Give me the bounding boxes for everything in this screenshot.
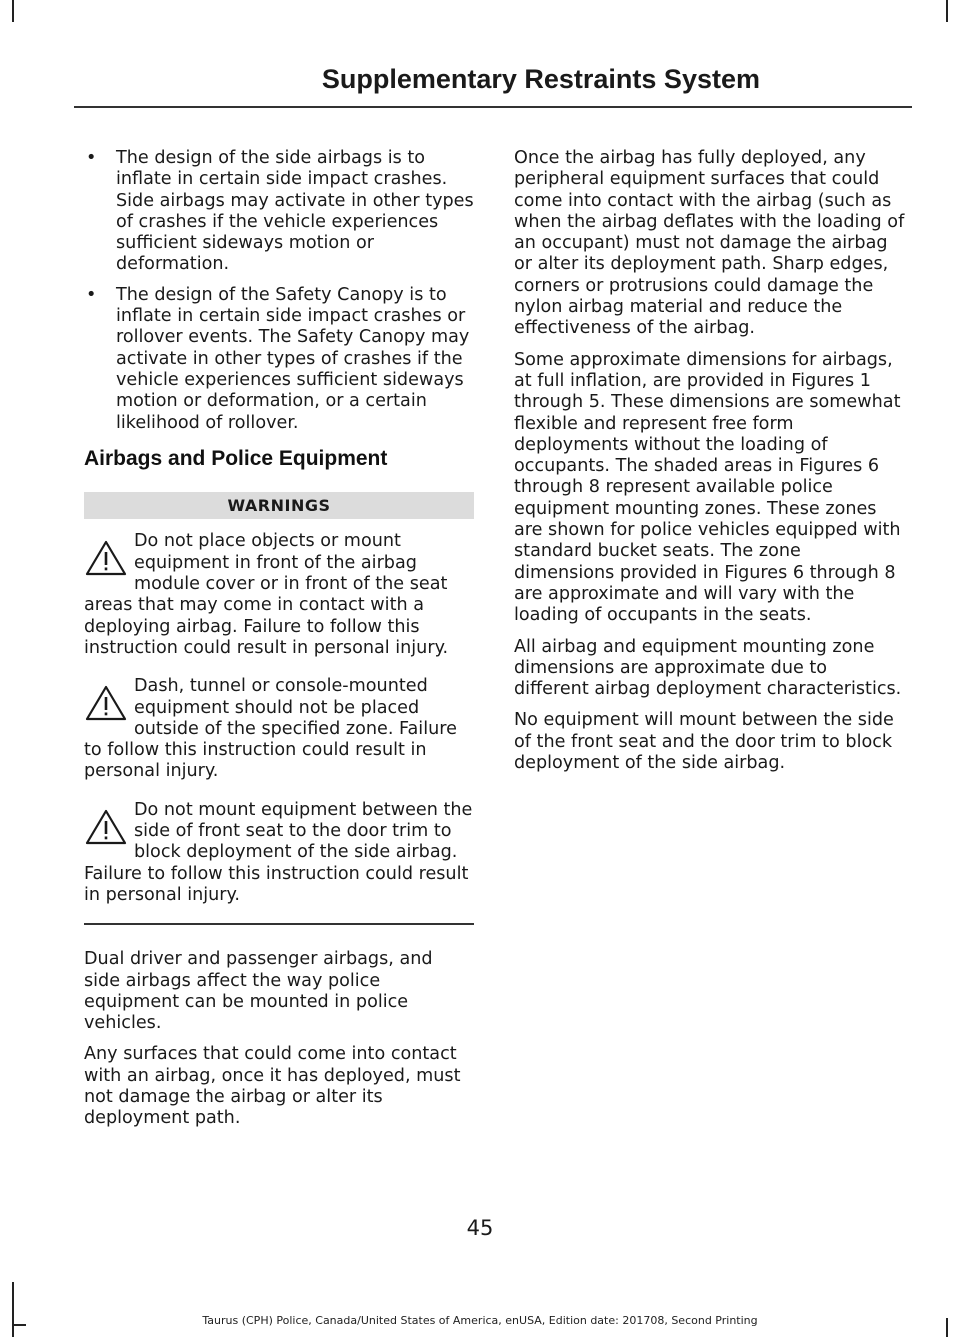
crop-mark-top-left (12, 0, 14, 22)
page-number: 45 (466, 1216, 494, 1240)
section-heading: Airbags and Police Equipment (84, 446, 388, 470)
page-title: Supplementary Restraints System (321, 64, 760, 94)
warning-item (84, 676, 474, 782)
warning-text: Dash, tunnel or console-mounted equipment should not be placed outside of the specified zone. Failure to follow this instruction could result in personal injury. (84, 676, 457, 782)
warning-text: Do not mount equipment between the side of front seat to the door trim to block deployment of the side airbag. Failure to follow this instruction could result in personal injury. (84, 799, 473, 905)
warning-triangle-icon (84, 684, 128, 722)
warning-item (84, 800, 474, 906)
left-column (84, 148, 474, 1140)
header-rule (74, 106, 912, 108)
warning-text: Do not place objects or mount equipment in front of the airbag module cover or in front of the seat areas that may come in contact with a deploying airbag. Failure to follow this instruction could result in personal injury. (84, 531, 449, 658)
crop-mark-top-right (946, 0, 948, 22)
paragraph: Some approximate dimensions for airbags, at full inflation, are provided in Figures 1 through 5. These dimensions are somewhat flexible and represent free form deployments without the loading of occupants. The shaded areas in Figures 6 through 8 represent available police equipment mounting zones. These zones are shown for police vehicles equipped with standard bucket seats. The zone dimensions provided in Figures 6 through 8 are approximate and will vary with the loading of occupants in the seats. (514, 349, 901, 626)
bullet-text: The design of the Safety Canopy is to inflate in certain side impact crashes or rollover events. The Safety Canopy may activate in other types of crashes if the vehicle experiences sufficient sideways motion or deformation, or a certain likelihood of rollover. (116, 284, 470, 433)
bullet-dot: • (86, 284, 97, 305)
bullet-item (84, 285, 474, 434)
warnings-end-rule (84, 923, 474, 925)
warning-triangle-icon (84, 808, 128, 846)
paragraph: Dual driver and passenger airbags, and side airbags affect the way police equipment can be mounted in police vehicles. (84, 949, 433, 1034)
warning-triangle-icon (84, 539, 128, 577)
footer-edition-info: Taurus (CPH) Police, Canada/United States of America, enUSA, Edition date: 201708, Second Printing (202, 1314, 758, 1327)
bullet-dot: • (86, 148, 97, 168)
paragraph: Any surfaces that could come into contact with an airbag, once it has deployed, must not damage the airbag or alter its deployment path. (84, 1044, 461, 1129)
paragraph: No equipment will mount between the side of the front seat and the door trim to block deployment of the side airbag. (514, 710, 894, 774)
bullet-item (84, 148, 474, 276)
warning-item (84, 531, 474, 659)
warnings-header: WARNINGS (84, 492, 474, 519)
crop-mark-bottom-left (12, 1282, 14, 1337)
bullet-text: The design of the side airbags is to inflate in certain side impact crashes. Side airbags may activate in other types of crashes if the vehicle experiences sufficient sideways motion or deformation. (116, 148, 474, 275)
paragraph: All airbag and equipment mounting zone dimensions are approximate due to different airbag deployment characteristics. (514, 636, 902, 700)
right-column (514, 148, 906, 784)
paragraph: Once the airbag has fully deployed, any peripheral equipment surfaces that could come into contact with the airbag (such as when the airbag deflates with the loading of an occupant) must not damage the airbag or alter its deployment path. Sharp edges, corners or protrusions could damage the nylon airbag material and reduce the effectiveness of the airbag. (514, 148, 905, 339)
